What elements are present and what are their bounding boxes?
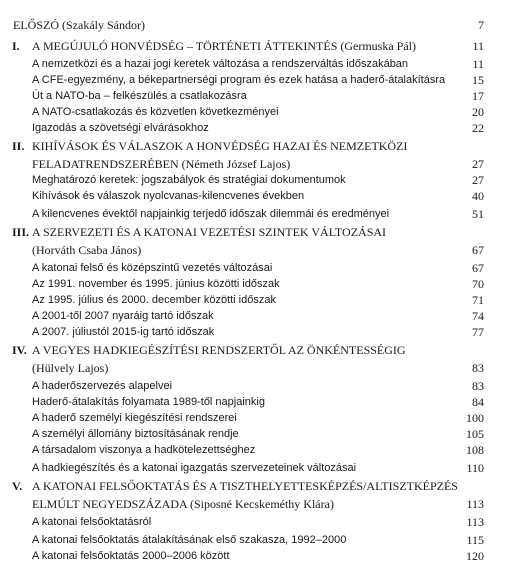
toc-entry <box>0 172 514 188</box>
section-title: A kilencvenes évektől napjainkig terjedő időszak dilemmái és eredményei <box>32 208 390 220</box>
toc-entry <box>0 442 514 458</box>
page-number: 83 <box>472 361 484 375</box>
toc-entry <box>0 496 514 512</box>
chapter-number: V. <box>12 479 23 493</box>
section-title: A katonai felsőoktatás 2000–2006 között <box>32 550 230 562</box>
page-number: 20 <box>472 105 484 119</box>
chapter-number: I. <box>12 39 20 53</box>
page-number: 15 <box>472 73 484 87</box>
chapter-title: A SZERVEZETI ÉS A KATONAI VEZETÉSI SZINTEK VÁLTOZÁSAI <box>32 225 387 239</box>
page-number: 83 <box>472 379 484 393</box>
page-number: 22 <box>472 121 484 135</box>
page-number: 71 <box>472 293 484 307</box>
section-title: Haderő-átalakítás folyamata 1989-től napjainkig <box>32 396 265 408</box>
section-title: A 2001-től 2007 nyaráig tartó időszak <box>32 310 214 322</box>
toc-entry <box>0 532 514 548</box>
chapter-title: (Horváth Csaba János) <box>32 243 142 257</box>
section-title: Út a NATO-ba – felkészülés a csatlakozásra <box>32 90 247 102</box>
toc-entry <box>0 410 514 426</box>
page-number: 7 <box>478 18 484 32</box>
page-number: 11 <box>472 39 484 53</box>
section-title: Igazodás a szövetségi elvárásokhoz <box>32 122 209 134</box>
section-title: A nemzetközi és a hazai jogi keretek változása a rendszerváltás időszakában <box>32 58 409 70</box>
toc-entry <box>0 478 514 494</box>
toc-entry <box>0 188 514 204</box>
toc-entry <box>0 276 514 292</box>
page-number: 17 <box>472 89 484 103</box>
toc-entry <box>0 156 514 172</box>
page-number: 115 <box>466 533 484 547</box>
page-number: 113 <box>466 515 484 529</box>
chapter-title: A KATONAI FELSŐOKTATÁS ÉS A TISZTHELYETTESKÉPZÉS/ALTISZTKÉPZÉS <box>32 479 458 493</box>
section-title: A hadkiegészítés és a katonai igazgatás szervezeteinek változásai <box>32 462 357 474</box>
toc-entry <box>0 17 514 33</box>
chapter-title: FELADATRENDSZERÉBEN (Németh József Lajos) <box>32 157 291 171</box>
toc-entry <box>0 260 514 276</box>
section-title: A NATO-csatlakozás és közvetlen következményei <box>32 106 279 118</box>
page-number: 74 <box>472 309 484 323</box>
section-title: A társadalom viszonya a hadkötelezettséghez <box>32 444 256 456</box>
page-number: 110 <box>466 461 484 475</box>
toc-entry <box>0 88 514 104</box>
section-title: A katonai felsőoktatás átalakításának első szakasza, 1992–2000 <box>32 534 347 546</box>
toc-entry <box>0 548 514 564</box>
chapter-title: ELMÚLT NEGYEDSZÁZADA (Siposné Kecskeméthy Klára) <box>32 497 334 511</box>
page-number: 84 <box>472 395 484 409</box>
chapter-title: A VEGYES HADKIEGÉSZÍTÉSI RENDSZERTŐL AZ ÖNKÉNTESSÉGIG <box>32 343 406 357</box>
section-title: Meghatározó keretek: jogszabályok és stratégiai dokumentumok <box>32 174 346 186</box>
toc-entry <box>0 514 514 530</box>
page-number: 70 <box>472 277 484 291</box>
page-number: 120 <box>466 549 484 563</box>
toc-entry <box>0 120 514 136</box>
section-title: Az 1995. július és 2000. december közötti időszak <box>32 294 276 306</box>
toc-entry <box>0 460 514 476</box>
section-title: A haderőszervezés alapelvei <box>32 380 173 392</box>
page-number: 11 <box>472 57 484 71</box>
toc-entry <box>0 206 514 222</box>
page-number: 67 <box>472 261 484 275</box>
chapter-number: IV. <box>12 343 27 357</box>
page-number: 77 <box>472 325 484 339</box>
page-number: 40 <box>472 189 484 203</box>
section-title: A katonai felső és középszintű vezetés változásai <box>32 262 273 274</box>
toc-entry <box>0 342 514 358</box>
toc-entry <box>0 224 514 240</box>
chapter-title: A MEGÚJULÓ HONVÉDSÉG – TÖRTÉNETI ÁTTEKINTÉS (Germuska Pál) <box>32 39 417 53</box>
toc-entry <box>0 56 514 72</box>
toc-entry <box>0 324 514 340</box>
section-title: A 2007. júliustól 2015-ig tartó időszak <box>32 326 215 338</box>
section-title: A katonai felsőoktatásról <box>32 516 152 528</box>
section-title: Kihívások és válaszok nyolcvanas-kilencvenes években <box>32 190 305 202</box>
toc-entry <box>0 308 514 324</box>
toc-entry <box>0 426 514 442</box>
section-title: A haderő személyi kiegészítési rendszerei <box>32 412 237 424</box>
toc-entry <box>0 360 514 376</box>
page-number: 113 <box>466 497 484 511</box>
chapter-title: ELŐSZÓ (Szakály Sándor) <box>13 18 145 32</box>
page-number: 27 <box>472 157 484 171</box>
page-number: 51 <box>472 207 484 221</box>
chapter-title: (Hülvely Lajos) <box>32 361 109 375</box>
page-number: 100 <box>466 411 484 425</box>
toc-entry <box>0 242 514 258</box>
toc-entry <box>0 138 514 154</box>
section-title: A CFE-egyezmény, a békepartnerségi program és ezek hatása a haderő-átalakításra <box>32 74 446 86</box>
section-title: Az 1991. november és 1995. június közötti időszak <box>32 278 280 290</box>
toc-entry <box>0 378 514 394</box>
page-number: 67 <box>472 243 484 257</box>
toc-entry <box>0 394 514 410</box>
section-title: A személyi állomány biztosításának rendje <box>32 428 239 440</box>
chapter-number: II. <box>12 139 25 153</box>
page-number: 27 <box>472 173 484 187</box>
toc-entry <box>0 72 514 88</box>
page-number: 108 <box>466 443 484 457</box>
toc-entry <box>0 104 514 120</box>
chapter-number: III. <box>12 225 30 239</box>
chapter-title: KIHÍVÁSOK ÉS VÁLASZOK A HONVÉDSÉG HAZAI ÉS NEMZETKÖZI <box>32 139 408 153</box>
page-number: 105 <box>466 427 484 441</box>
toc-entry <box>0 292 514 308</box>
toc-entry <box>0 38 514 54</box>
